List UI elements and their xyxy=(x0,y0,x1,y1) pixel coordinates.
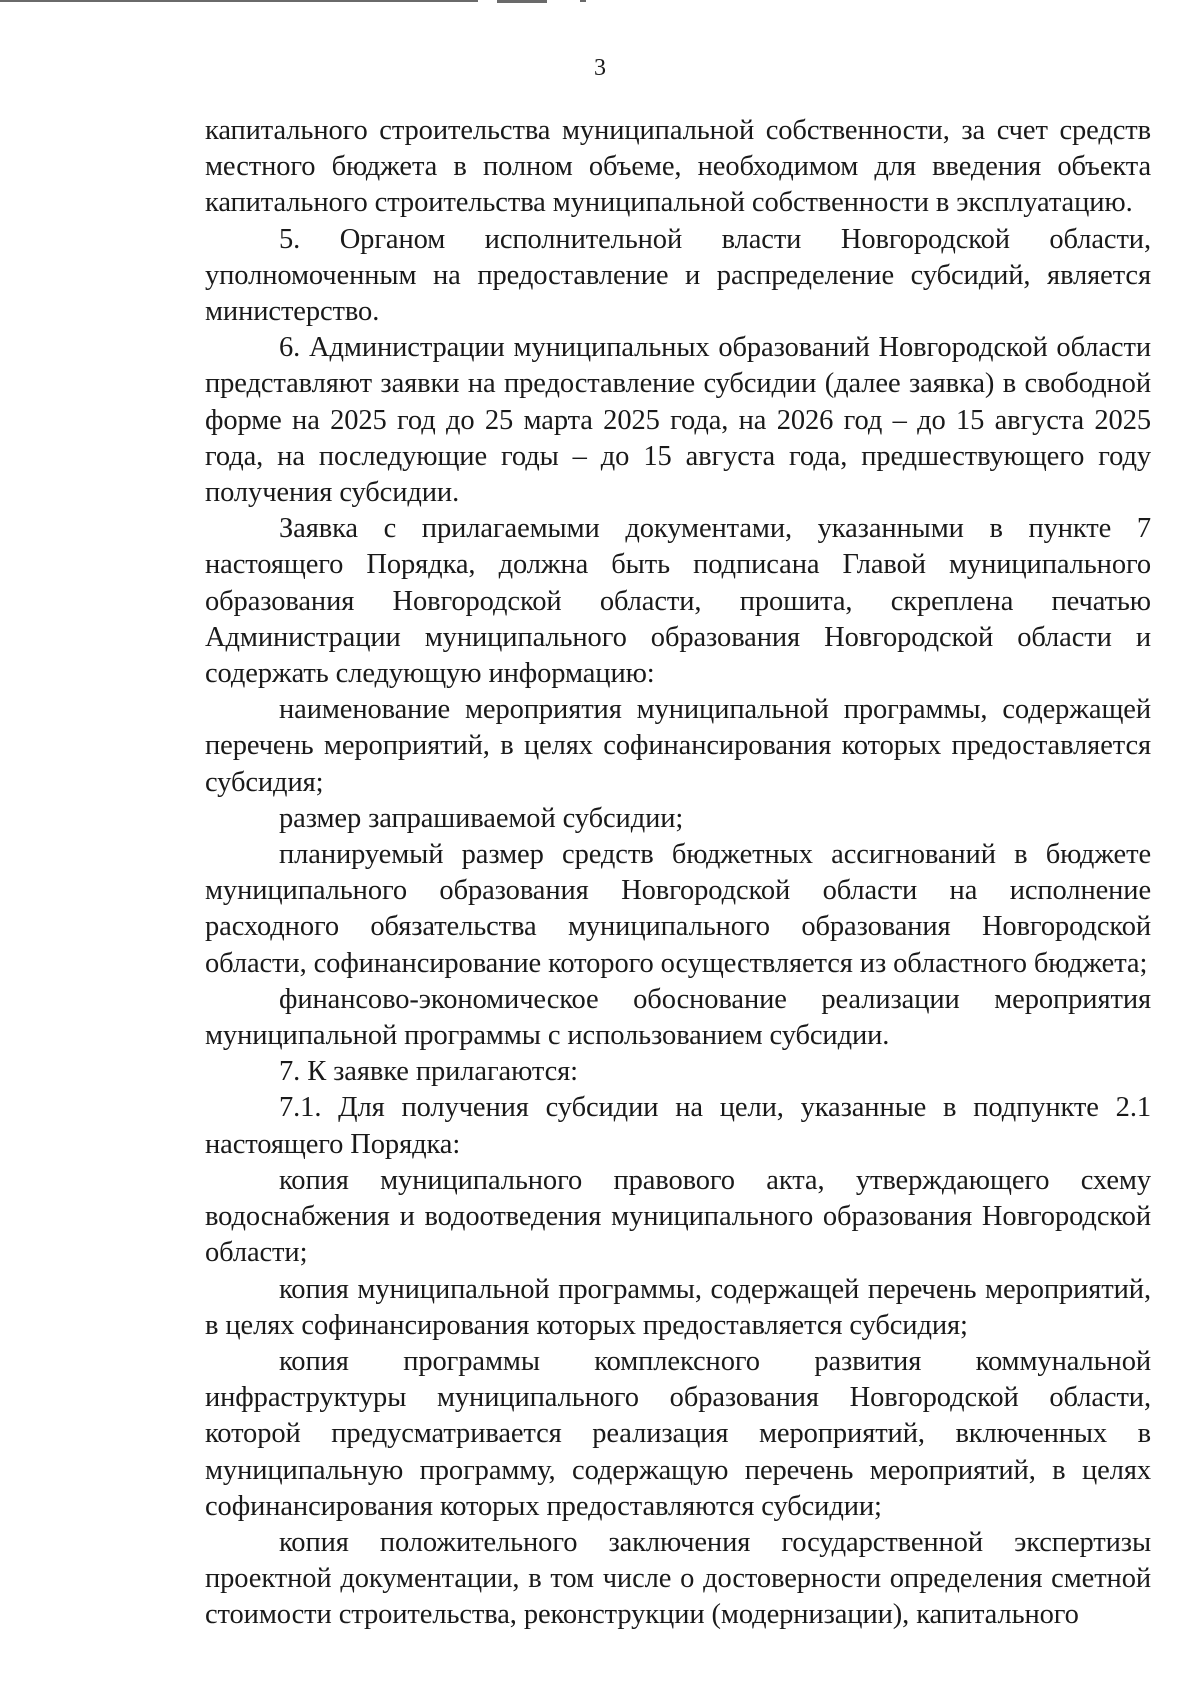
paragraph-item-7: 7. К заявке прилагаются: xyxy=(279,1056,578,1088)
paragraph-attachment-water-scheme: копия муниципального правового акта, утверждающего схему водоснабжения и водоотведения муниципального образования Новгородской области; xyxy=(205,1164,1151,1269)
paragraph-attachment-expertise: копия положительного заключения государственной экспертизы проектной документации, в том числе о достоверности определения сметной стоимости строительства, реконструкции (модернизации), капитального xyxy=(205,1526,1151,1631)
paragraph-attachment-infrastructure-program: копия программы комплексного развития коммунальной инфраструктуры муниципального образования Новгородской области, которой предусматривается реализация мероприятий, включенных в муниципальную программу, содержащую перечень мероприятий, в целях софинансирования которых предоставляются субсидии; xyxy=(205,1345,1151,1522)
paragraph-item-6: 6. Администрации муниципальных образований Новгородской области представляют заявки на предоставление субсидии (далее заявка) в свободной форме на 2025 год до 25 марта 2025 года, на 2026 год – до 15 августа 2025 года, на последующие годы – до 15 августа года, предшествующего году получения субсидии. xyxy=(205,332,1151,509)
paragraph-info-budget-allocations: планируемый размер средств бюджетных ассигнований в бюджете муниципального образования Новгородской области на исполнение расходного обязательства муниципального образования Новгородской области, софинансирование которого осуществляется из областного бюджета; xyxy=(205,839,1151,979)
paragraph-continuation: капитального строительства муниципальной собственности, за счет средств местного бюджета в полном объеме, необходимом для введения объекта капитального строительства муниципальной собственности в эксплуатацию. xyxy=(205,115,1151,219)
paragraph-info-justification: финансово-экономическое обоснование реализации мероприятия муниципальной программы с использованием субсидии. xyxy=(205,983,1151,1052)
scan-edge-dot xyxy=(580,0,586,2)
paragraph-item-7-1: 7.1. Для получения субсидии на цели, указанные в подпункте 2.1 настоящего Порядка: xyxy=(205,1092,1151,1160)
scan-edge-line xyxy=(0,0,478,2)
page-number: 3 xyxy=(594,55,606,81)
paragraph-application-requirements: Заявка с прилагаемыми документами, указанными в пункте 7 настоящего Порядка, должна быть подписана Главой муниципального образования Новгородской области, прошита, скреплена печатью Администрации муниципального образования Новгородской области и содержать следующую информацию: xyxy=(205,513,1151,690)
paragraph-item-5: 5. Органом исполнительной власти Новгородской области, уполномоченным на предоставление и распределение субсидий, является министерство. xyxy=(205,223,1151,328)
document-body xyxy=(205,113,1151,1634)
paragraph-info-subsidy-amount: размер запрашиваемой субсидии; xyxy=(279,802,684,834)
paragraph-info-activity-name: наименование мероприятия муниципальной программы, содержащей перечень мероприятий, в целях софинансирования которых предоставляется субсидия; xyxy=(205,694,1151,798)
paragraph-attachment-municipal-program: копия муниципальной программы, содержащей перечень мероприятий, в целях софинансирования которых предоставляется субсидия; xyxy=(205,1273,1151,1341)
scan-edge-mark xyxy=(497,0,547,3)
